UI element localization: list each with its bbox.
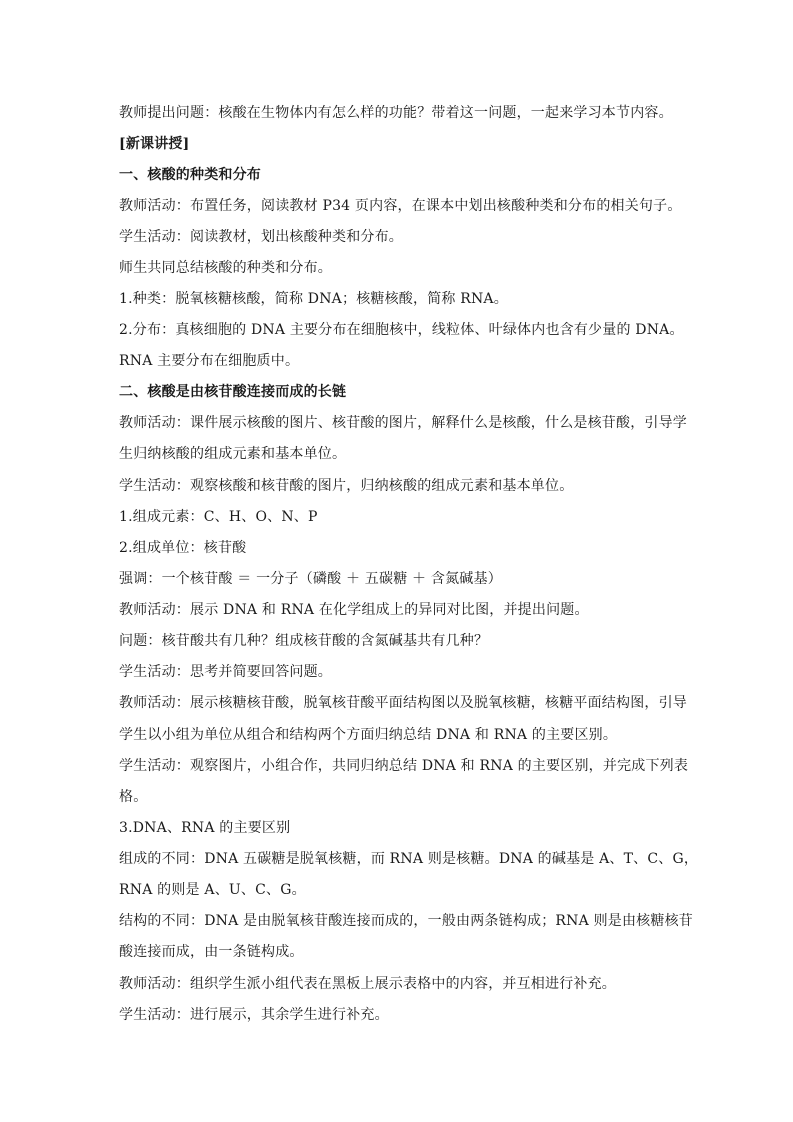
- section-tag: [新课讲授]: [119, 136, 190, 152]
- paragraph-line: 问题：核苷酸共有几种？组成核苷酸的含氮碱基共有几种？: [119, 633, 489, 649]
- paragraph-line: 学生以小组为单位从组合和结构两个方面归纳总结 DNA 和 RNA 的主要区别。: [119, 727, 618, 743]
- paragraph-line: 组成的不同：DNA 五碳糖是脱氧核糖，而 RNA 则是核糖。DNA 的碱基是 A、T、C、G，: [119, 851, 699, 867]
- paragraph-line: 学生活动：思考并简要回答问题。: [119, 664, 332, 680]
- paragraph-line: 教师活动：展示核糖核苷酸，脱氧核苷酸平面结构图以及脱氧核糖，核糖平面结构图，引导: [119, 695, 687, 711]
- paragraph-line: 酸连接而成，由一条链构成。: [119, 944, 304, 960]
- paragraph-line: 教师提出问题：核酸在生物体内有怎么样的功能？带着这一问题，一起来学习本节内容。: [119, 105, 673, 121]
- paragraph-line: RNA 的则是 A、U、C、G。: [119, 882, 306, 898]
- paragraph-line: 结构的不同：DNA 是由脱氧核苷酸连接而成的，一般由两条链构成；RNA 则是由核糖核苷: [119, 913, 693, 929]
- paragraph-line: 教师活动：组织学生派小组代表在黑板上展示表格中的内容，并互相进行补充。: [119, 976, 616, 992]
- paragraph-line: RNA 主要分布在细胞质中。: [119, 353, 300, 369]
- paragraph-line: 学生活动：阅读教材，划出核酸种类和分布。: [119, 229, 403, 245]
- paragraph-line: 2.组成单位：核苷酸: [119, 540, 247, 556]
- paragraph-line: 1.组成元素：C、H、O、N、P: [119, 509, 318, 525]
- section-heading: 一、核酸的种类和分布: [119, 167, 261, 183]
- paragraph-line: 格。: [119, 789, 148, 805]
- paragraph-line: 学生活动：观察核酸和核苷酸的图片，归纳核酸的组成元素和基本单位。: [119, 478, 574, 494]
- paragraph-line: 师生共同总结核酸的种类和分布。: [119, 260, 332, 276]
- paragraph-line: 学生活动：进行展示，其余学生进行补充。: [119, 1007, 389, 1023]
- paragraph-line: 生归纳核酸的组成元素和基本单位。: [119, 446, 347, 462]
- paragraph-line: 2.分布：真核细胞的 DNA 主要分布在细胞核中，线粒体、叶绿体内也含有少量的 DNA。: [119, 322, 684, 338]
- paragraph-line: 学生活动：观察图片，小组合作，共同归纳总结 DNA 和 RNA 的主要区别，并完成下列表: [119, 758, 689, 774]
- paragraph-line: 强调：一个核苷酸 ＝ 一分子（磷酸 ＋ 五碳糖 ＋ 含氮碱基）: [119, 571, 502, 587]
- paragraph-line: 教师活动：展示 DNA 和 RNA 在化学组成上的异同对比图，并提出问题。: [119, 602, 589, 618]
- paragraph-line: 3.DNA、RNA 的主要区别: [119, 820, 291, 836]
- paragraph-line: 教师活动：课件展示核酸的图片、核苷酸的图片，解释什么是核酸，什么是核苷酸，引导学: [119, 415, 687, 431]
- section-heading: 二、核酸是由核苷酸连接而成的长链: [119, 384, 347, 400]
- paragraph-line: 1.种类：脱氧核糖核酸，简称 DNA；核糖核酸，简称 RNA。: [119, 291, 508, 307]
- paragraph-line: 教师活动：布置任务，阅读教材 P34 页内容，在课本中划出核酸种类和分布的相关句子。: [119, 198, 682, 214]
